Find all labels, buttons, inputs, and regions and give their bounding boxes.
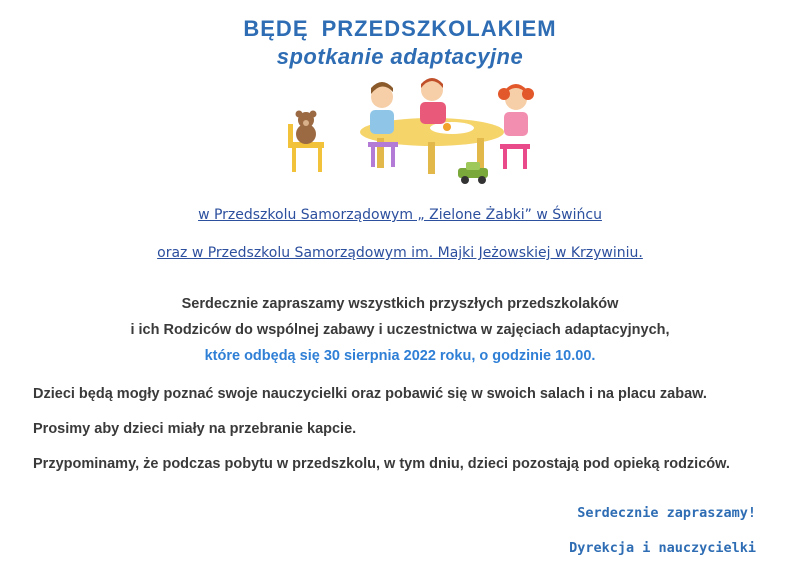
teddy-bear-icon	[288, 111, 324, 173]
invite-line-2: i ich Rodziców do wspólnej zabawy i uczestnictwa w zajęciach adaptacyjnych,	[130, 322, 670, 338]
info-paragraph-teachers: Dzieci będą mogły poznać swoje nauczycielki oraz pobawić się w swoich salach i na placu zabaw.	[33, 386, 707, 402]
kindergarten-link-zielone-zabki[interactable]: w Przedszkolu Samorządowym „ Zielone Żabki” w Świńcu	[198, 207, 602, 223]
child-girl-icon	[420, 78, 446, 124]
info-paragraph-slippers: Prosimy aby dzieci miały na przebranie kapcie.	[33, 421, 357, 437]
page-title: BĘDĘ PRZEDSZKOLAKIEM	[243, 16, 557, 41]
invite-line-1: Serdecznie zapraszamy wszystkich przyszłych przedszkolaków	[181, 296, 619, 312]
info-paragraph-parents: Przypominamy, że podczas pobytu w przedszkolu, w tym dniu, dzieci pozostają pod opieką rodziców.	[33, 456, 730, 472]
closing-invitation: Serdecznie zapraszamy!	[577, 505, 756, 521]
child-redhead-icon	[498, 84, 534, 169]
children-drawing-illustration	[282, 72, 562, 190]
signature-staff: Dyrekcja i nauczycielki	[569, 540, 756, 556]
event-date-line: które odbędą się 30 sierpnia 2022 roku, o godzinie 10.00.	[204, 348, 596, 364]
kindergarten-link-krzywin[interactable]: oraz w Przedszkolu Samorządowym im. Majki Jeżowskiej w Krzywiniu.	[157, 245, 643, 261]
page-subtitle: spotkanie adaptacyjne	[276, 44, 524, 69]
